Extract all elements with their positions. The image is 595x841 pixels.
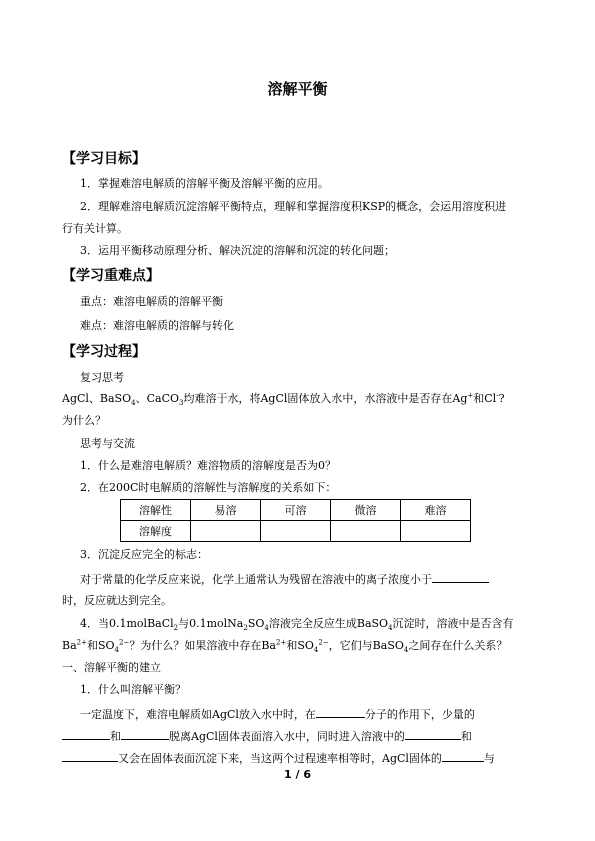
definition-line-3: 又会在固体表面沉淀下来，当这两个过程速率相等时，AgCl固体的 与: [62, 751, 495, 766]
fill-blank: [442, 751, 484, 762]
table-cell: 微溶: [331, 500, 401, 521]
fill-blank: [316, 707, 365, 718]
think-q3-end: 时，反应就达到完全。: [62, 594, 172, 607]
think-q4: 4．当0.1molBaCl$_2$与$0.1molNa_2SO_4$溶液完全反应生成BaSO$_4$沉淀时，溶液中是否含有: [80, 617, 514, 633]
goal-3: 3．运用平衡移动原理分析、解决沉淀的溶解和沉淀的转化问题；: [80, 244, 395, 257]
page-number: 1 / 6: [284, 768, 311, 781]
table-cell: 易溶: [191, 500, 261, 521]
table-cell: 溶解度: [121, 521, 191, 542]
table-cell: 可溶: [261, 500, 331, 521]
table-cell: [331, 521, 401, 542]
part1-q1: 1．什么叫溶解平衡？: [80, 683, 186, 696]
table-cell: [261, 521, 331, 542]
think-q1: 1．什么是难溶电解质？难溶物质的溶解度是否为0？: [80, 459, 336, 472]
table-row: [121, 521, 471, 542]
goal-1: 1．掌握难溶电解质的溶解平衡及溶解平衡的应用。: [80, 177, 329, 190]
definition-line-1: 一定温度下，难溶电解质如AgCl放入水中时，在 分子的作用下，少量的: [80, 708, 475, 721]
table-row: [121, 500, 471, 521]
section-heading-key: 【学习重难点】: [62, 268, 160, 284]
goal-2-line-2: 行有关计算。: [62, 222, 128, 235]
think-q3: 3．沉淀反应完全的标志：: [80, 548, 208, 561]
solubility-table: [120, 499, 471, 542]
think-q4-continued: $Ba^{2+}$和$SO_4^{2-}$？为什么？如果溶液中存在$Ba^{2+}$和$SO_4^{2-}$，它们与BaSO$_4$之间存在什么关系？: [62, 638, 508, 655]
table-cell: 溶解性: [121, 500, 191, 521]
agcl-question: AgCl、BaSO$_4$、CaCO$_3$均难溶于水，将AgCl固体放入水中，水溶液中是否存在Ag+和Cl-?: [62, 391, 505, 408]
table-cell: [401, 521, 471, 542]
goal-2-line-1: 2．理解难溶电解质沉淀溶解平衡特点，理解和掌握溶度积KSP的概念，会运用溶度积进: [80, 200, 507, 213]
review-heading: 复习思考: [80, 371, 124, 384]
part-heading-1: 一、溶解平衡的建立: [62, 661, 161, 674]
why-question: 为什么？: [62, 414, 106, 427]
table-cell: 难溶: [401, 500, 471, 521]
fill-blank: [405, 729, 461, 740]
section-heading-process: 【学习过程】: [62, 344, 146, 360]
definition-line-2: 和 脱离AgCl固体表面溶入水中，同时进入溶液中的 和: [62, 729, 472, 744]
think-heading: 思考与交流: [80, 437, 135, 450]
table-cell: [191, 521, 261, 542]
fill-blank: [121, 729, 169, 740]
fill-blank: [62, 729, 110, 740]
fill-blank: [62, 751, 118, 762]
difficult-point: 难点：难溶电解质的溶解与转化: [80, 319, 234, 332]
key-point: 重点：难溶电解质的溶解平衡: [80, 295, 223, 308]
think-q2: 2．在200C时电解质的溶解性与溶解度的关系如下：: [80, 481, 337, 494]
think-q3-detail: 对于常量的化学反应来说，化学上通常认为残留在溶液中的离子浓度小于: [80, 572, 489, 587]
section-heading-goals: 【学习目标】: [62, 151, 146, 167]
page-title: 溶解平衡: [267, 80, 328, 98]
fill-blank: [432, 572, 489, 583]
